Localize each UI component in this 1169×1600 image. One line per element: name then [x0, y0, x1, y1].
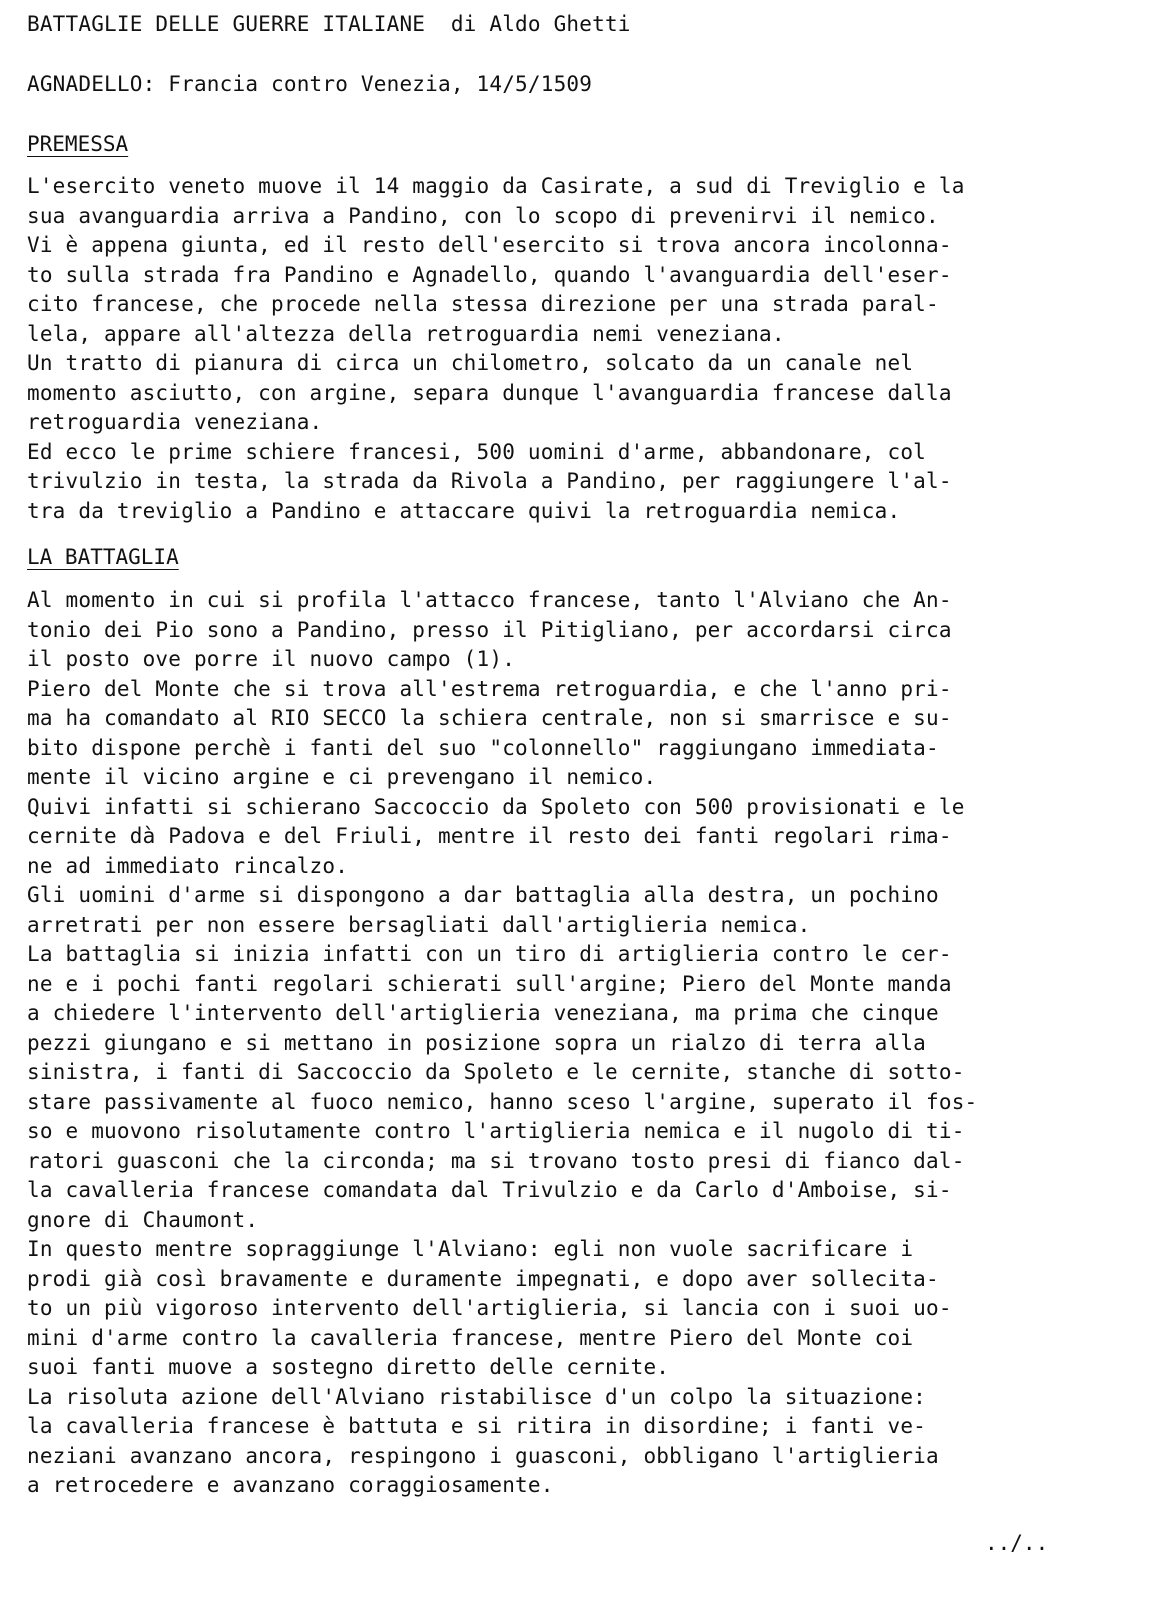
text-line: sinistra, i fanti di Saccoccio da Spoleto e le cernite, stanche di sotto-: [27, 1060, 965, 1084]
text-line: suoi fanti muove a sostegno diretto delle cernite.: [27, 1355, 670, 1379]
text-line: prodi già così bravamente e duramente impegnati, e dopo aver sollecita-: [27, 1267, 939, 1291]
text-line: La risoluta azione dell'Alviano ristabilisce d'un colpo la situazione:: [27, 1385, 927, 1409]
text-line: cito francese, che procede nella stessa direzione per una strada paral-: [27, 292, 939, 316]
text-line: to sulla strada fra Pandino e Agnadello, quando l'avanguardia dell'eser-: [27, 263, 952, 287]
document-title: BATTAGLIE DELLE GUERRE ITALIANE di Aldo Ghetti: [27, 12, 631, 36]
page-continuation-marker: ../..: [985, 1531, 1049, 1555]
text-line: stare passivamente al fuoco nemico, hanno sceso l'argine, superato il fos-: [27, 1090, 978, 1114]
document-subtitle: AGNADELLO: Francia contro Venezia, 14/5/1509: [27, 72, 593, 96]
text-line: Gli uomini d'arme si dispongono a dar battaglia alla destra, un pochino: [27, 883, 939, 907]
text-line: ma ha comandato al RIO SECCO la schiera centrale, non si smarrisce e su-: [27, 706, 952, 730]
text-line: Ed ecco le prime schiere francesi, 500 uomini d'arme, abbandonare, col: [27, 440, 927, 464]
text-line: mente il vicino argine e ci prevengano il nemico.: [27, 765, 657, 789]
text-line: Quivi infatti si schierano Saccoccio da Spoleto con 500 provisionati e le: [27, 795, 965, 819]
text-line: trivulzio in testa, la strada da Rivola a Pandino, per raggiungere l'al-: [27, 469, 952, 493]
text-line: pezzi giungano e si mettano in posizione sopra un rialzo di terra alla: [27, 1031, 927, 1055]
text-line: sua avanguardia arriva a Pandino, con lo scopo di prevenirvi il nemico.: [27, 204, 939, 228]
text-line: retroguardia veneziana.: [27, 410, 323, 434]
section-heading-premessa: PREMESSA: [27, 132, 129, 156]
text-line: arretrati per non essere bersagliati dall'artiglieria nemica.: [27, 913, 811, 937]
text-line: ratori guasconi che la circonda; ma si trovano tosto presi di fianco dal-: [27, 1149, 965, 1173]
text-line: il posto ove porre il nuovo campo (1).: [27, 647, 516, 671]
text-line: ne ad immediato rincalzo.: [27, 854, 349, 878]
text-line: so e muovono risolutamente contro l'artiglieria nemica e il nugolo di ti-: [27, 1119, 965, 1143]
text-line: neziani avanzano ancora, respingono i guasconi, obbligano l'artiglieria: [27, 1444, 939, 1468]
text-line: tonio dei Pio sono a Pandino, presso il Pitigliano, per accordarsi circa: [27, 618, 952, 642]
text-line: Al momento in cui si profila l'attacco francese, tanto l'Alviano che An-: [27, 588, 952, 612]
text-line: gnore di Chaumont.: [27, 1208, 259, 1232]
text-line: to un più vigoroso intervento dell'artiglieria, si lancia con i suoi uo-: [27, 1296, 952, 1320]
text-line: La battaglia si inizia infatti con un tiro di artiglieria contro le cer-: [27, 942, 952, 966]
text-line: Piero del Monte che si trova all'estrema retroguardia, e che l'anno pri-: [27, 677, 952, 701]
text-line: cernite dà Padova e del Friuli, mentre il resto dei fanti regolari rima-: [27, 824, 952, 848]
text-line: momento asciutto, con argine, separa dunque l'avanguardia francese dalla: [27, 381, 952, 405]
text-line: Un tratto di pianura di circa un chilometro, solcato da un canale nel: [27, 351, 914, 375]
section-heading-la-battaglia: LA BATTAGLIA: [27, 545, 179, 569]
text-line: ne e i pochi fanti regolari schierati sull'argine; Piero del Monte manda: [27, 972, 952, 996]
text-line: la cavalleria francese è battuta e si ritira in disordine; i fanti ve-: [27, 1414, 927, 1438]
text-line: L'esercito veneto muove il 14 maggio da Casirate, a sud di Treviglio e la: [27, 174, 965, 198]
text-line: a chiedere l'intervento dell'artiglieria veneziana, ma prima che cinque: [27, 1001, 939, 1025]
text-line: In questo mentre sopraggiunge l'Alviano: egli non vuole sacrificare i: [27, 1237, 914, 1261]
text-line: a retrocedere e avanzano coraggiosamente.: [27, 1473, 554, 1497]
text-line: bito dispone perchè i fanti del suo "colonnello" raggiungano immediata-: [27, 736, 939, 760]
text-line: la cavalleria francese comandata dal Trivulzio e da Carlo d'Amboise, si-: [27, 1178, 952, 1202]
text-line: mini d'arme contro la cavalleria francese, mentre Piero del Monte coi: [27, 1326, 914, 1350]
text-line: lela, appare all'altezza della retroguardia nemi veneziana.: [27, 322, 785, 346]
text-line: Vi è appena giunta, ed il resto dell'esercito si trova ancora incolonna-: [27, 233, 952, 257]
text-line: tra da treviglio a Pandino e attaccare quivi la retroguardia nemica.: [27, 499, 901, 523]
